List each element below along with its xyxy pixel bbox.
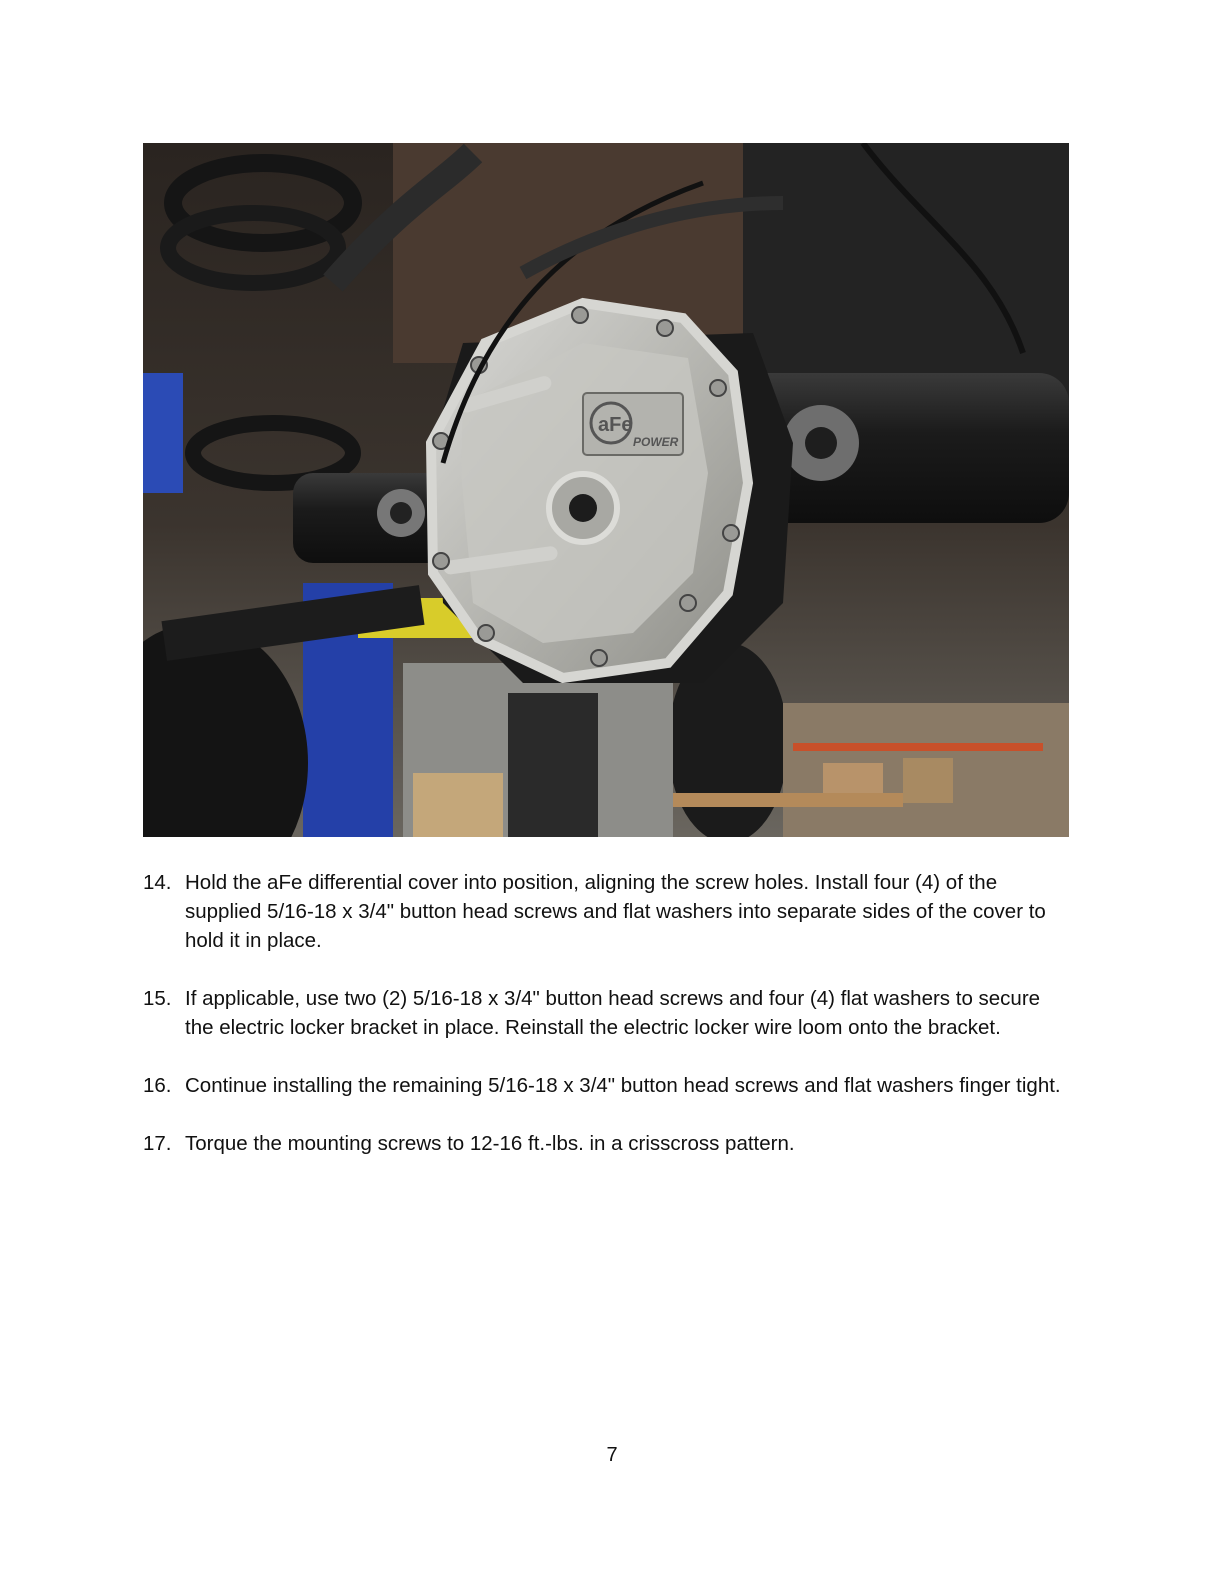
logo-subtext: POWER [633, 435, 679, 449]
list-item [143, 868, 1073, 955]
step-text: Hold the aFe differential cover into position, aligning the screw holes. Install four (4) of the supplied 5/16-18 x 3/4" button head screws and flat washers into separate sides of the cover to hold it in place. [185, 871, 1046, 952]
step-text: Torque the mounting screws to 12-16 ft.-lbs. in a crisscross pattern. [185, 1132, 795, 1155]
logo-text: aFe [598, 414, 633, 436]
step-text: If applicable, use two (2) 5/16-18 x 3/4" button head screws and four (4) flat washers to secure the electric locker bracket in place. Reinstall the electric locker wire loom onto the bracket. [185, 987, 1041, 1039]
list-item [143, 1129, 1073, 1158]
differential-cover-photo [143, 143, 1069, 837]
step-number: 15. [143, 987, 172, 1010]
list-item [143, 984, 1073, 1042]
step-number: 16. [143, 1074, 172, 1097]
step-text: Continue installing the remaining 5/16-18 x 3/4" button head screws and flat washers finger tight. [185, 1074, 1061, 1097]
step-number: 14. [143, 871, 172, 894]
page-number: 7 [606, 1444, 618, 1466]
list-item [143, 1071, 1073, 1100]
step-number: 17. [143, 1132, 172, 1155]
instruction-steps [143, 868, 1073, 1187]
